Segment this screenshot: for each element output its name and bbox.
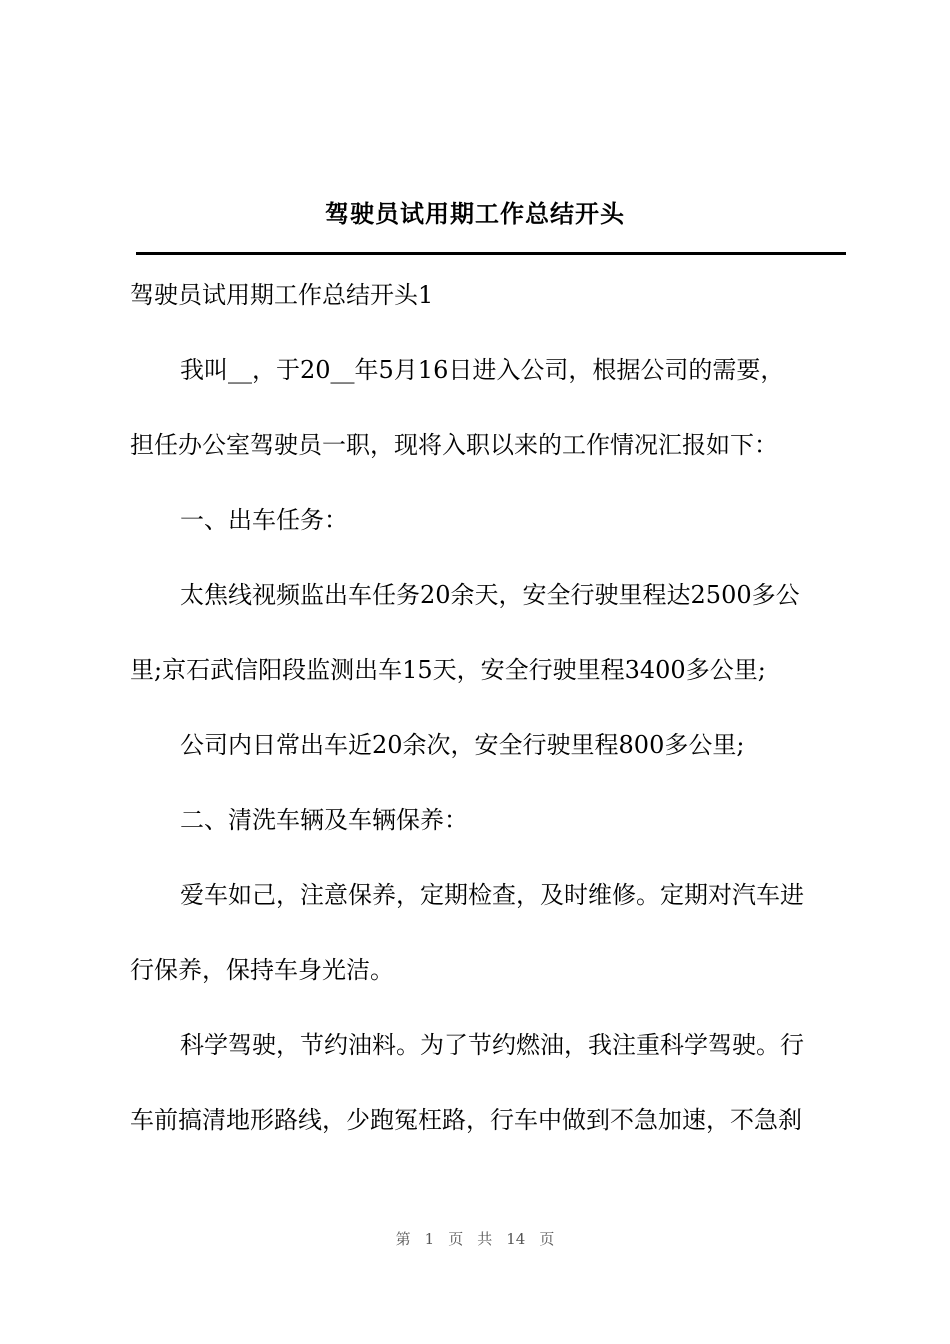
footer-label: 页 [448,1230,464,1248]
paragraph-line: 公司内日常出车近20余次，安全行驶里程800多公里; [180,731,745,759]
paragraph-line: 里;京石武信阳段监测出车15天，安全行驶里程3400多公里; [130,656,766,684]
footer-current-page: 1 [424,1230,435,1248]
paragraph-line: 车前搞清地形路线，少跑冤枉路，行车中做到不急加速，不急刹 [130,1106,802,1134]
paragraph-line: 我叫__，于20__年5月16日进入公司，根据公司的需要， [180,356,785,384]
document-title: 驾驶员试用期工作总结开头 [325,199,625,228]
footer-label: 第 [395,1230,411,1248]
paragraph-line: 太焦线视频监出车任务20余天，安全行驶里程达2500多公 [180,581,800,609]
page-footer [0,1228,950,1250]
footer-label: 页 [539,1230,555,1248]
subheading: 一、出车任务： [180,506,348,534]
footer-label: 共 [477,1230,493,1248]
subheading: 二、清洗车辆及车辆保养： [180,806,468,834]
footer-total-pages: 14 [506,1230,526,1248]
paragraph-line: 担任办公室驾驶员一职，现将入职以来的工作情况汇报如下： [130,431,778,459]
paragraph-line: 行保养，保持车身光洁。 [130,956,394,984]
paragraph-line: 科学驾驶，节约油料。为了节约燃油，我注重科学驾驶。行 [180,1031,804,1059]
section-heading: 驾驶员试用期工作总结开头1 [130,281,434,309]
paragraph-line: 爱车如己，注意保养，定期检查，及时维修。定期对汽车进 [180,881,804,909]
title-underline [136,252,846,255]
